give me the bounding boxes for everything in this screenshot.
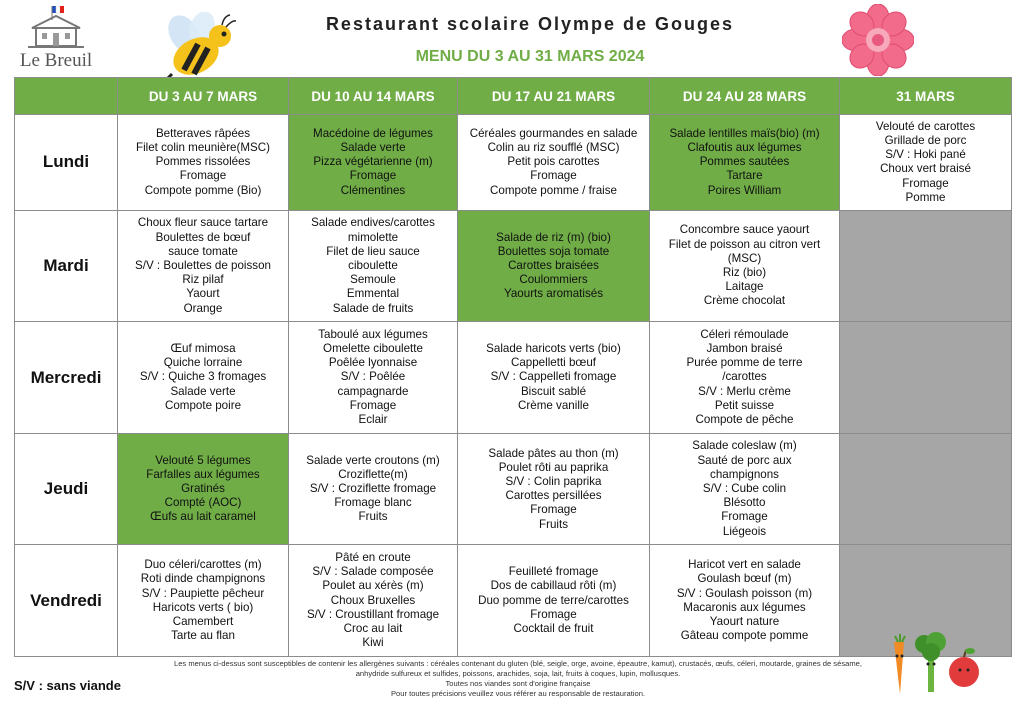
- corner-cell: [15, 78, 118, 115]
- menu-cell: [118, 545, 289, 657]
- menu-cell: [650, 433, 840, 545]
- menu-items: Salade haricots verts (bio) Cappelletti bœuf S/V : Cappelleti fromage Biscuit sablé Crème vanille: [486, 342, 621, 412]
- week-header: 31 MARS: [840, 78, 1012, 115]
- menu-cell: [840, 115, 1012, 211]
- menu-items: Salade endives/carottes mimolette Filet de lieu sauce ciboulette Semoule Emmental Salade de fruits: [311, 216, 435, 315]
- menu-cell: [458, 322, 650, 434]
- menu-items: Haricot vert en salade Goulash bœuf (m) S/V : Goulash poisson (m) Macaronis aux légumes Yaourt nature Gâteau compote pomme: [676, 558, 813, 643]
- menu-cell: [458, 210, 650, 322]
- menu-items: Salade verte croutons (m) Croziflette(m) S/V : Croziflette fromage Fromage blanc Fruits: [306, 453, 440, 524]
- legend-sans-viande: S/V : sans viande: [14, 678, 121, 693]
- menu-period: MENU DU 3 AU 31 MARS 2024: [415, 48, 645, 65]
- day-row: [15, 115, 1012, 211]
- day-row: [15, 210, 1012, 322]
- logo-text: Le Breuil: [19, 50, 93, 71]
- closed-cell: [840, 210, 1012, 322]
- day-row: [15, 433, 1012, 545]
- menu-items: Feuilleté fromage Dos de cabillaud rôti (m) Duo pomme de terre/carottes Fromage Cocktail de fruit: [478, 565, 629, 635]
- menu-body: [15, 115, 1012, 657]
- menu-items: Betteraves râpées Filet colin meunière(MSC) Pommes rissolées Fromage Compote pomme (Bio): [135, 126, 270, 197]
- menu-items: Céréales gourmandes en salade Colin au riz soufflé (MSC) Petit pois carottes Fromage Compote pomme / fraise: [469, 126, 638, 197]
- menu-items: Concombre sauce yaourt Filet de poisson au citron vert (MSC) Riz (bio) Laitage Crème chocolat: [668, 223, 821, 308]
- day-label: Jeudi: [15, 433, 118, 545]
- allergen-footnote: [158, 659, 878, 699]
- bee-icon: [162, 12, 238, 82]
- menu-items: Macédoine de légumes Salade verte Pizza végétarienne (m) Fromage Clémentines: [313, 126, 433, 197]
- closed-cell: [840, 433, 1012, 545]
- le-breuil-logo: [14, 6, 98, 72]
- menu-items: Salade coleslaw (m) Sauté de porc aux champignons S/V : Cube colin Blésotto Fromage Liégeois: [692, 439, 797, 538]
- menu-table: [14, 77, 1012, 657]
- menu-cell: [289, 545, 458, 657]
- menu-cell: [118, 322, 289, 434]
- menu-items: Œuf mimosa Quiche lorraine S/V : Quiche 3 fromages Salade verte Compote poire: [139, 342, 267, 412]
- town-hall-logo-icon: [14, 6, 98, 50]
- menu-cell: [458, 115, 650, 211]
- header-row: [15, 78, 1012, 115]
- menu-cell: [118, 210, 289, 322]
- menu-items: Velouté de carottes Grillade de porc S/V : Hoki pané Choux vert braisé Fromage Pomme: [875, 119, 976, 204]
- day-label: Vendredi: [15, 545, 118, 657]
- footnote-text: Les menus ci-dessus sont susceptibles de contenir les allergènes suivants : céréales contenant du gluten (blé, seigle, orge, avoine, épeautre, kamut), crustacés, œufs, céleri, moutarde, graines de sésame, anhydride sulfureux et sulfides, poissons, arachides, soja, lait, fruits à coques, lupin, mollusques. Toutes nos viandes sont d'origine française Pour toutes précisions veuillez vous référer au responsable de restauration.: [173, 659, 863, 698]
- week-header: DU 24 AU 28 MARS: [650, 78, 840, 115]
- menu-items: Choux fleur sauce tartare Boulettes de bœuf sauce tomate S/V : Boulettes de poisson Riz pilaf Yaourt Orange: [135, 216, 271, 315]
- menu-items: Velouté 5 légumes Farfalles aux légumes Gratinés Compté (AOC) Œufs au lait caramel: [146, 453, 260, 524]
- menu-items: Duo céleri/carottes (m) Roti dinde champignons S/V : Paupiette pêcheur Haricots verts ( bio) Camembert Tarte au flan: [140, 558, 266, 643]
- week-header: DU 3 AU 7 MARS: [118, 78, 289, 115]
- menu-cell: [458, 545, 650, 657]
- flower-icon: [842, 4, 914, 76]
- week-header: DU 17 AU 21 MARS: [458, 78, 650, 115]
- page-title: Restaurant scolaire Olympe de Gouges: [325, 14, 735, 34]
- menu-items: Céleri rémoulade Jambon braisé Purée pomme de terre /carottes S/V : Merlu crème Petit suisse Compote de pêche: [686, 327, 803, 427]
- menu-cell: [118, 433, 289, 545]
- week-header: DU 10 AU 14 MARS: [289, 78, 458, 115]
- vegetables-icon: [884, 628, 982, 696]
- menu-cell: [289, 210, 458, 322]
- menu-cell: [650, 210, 840, 322]
- menu-cell: [458, 433, 650, 545]
- day-label: Mercredi: [15, 322, 118, 434]
- menu-cell: [650, 115, 840, 211]
- menu-cell: [289, 115, 458, 211]
- menu-cell: [289, 322, 458, 434]
- menu-cell: [650, 322, 840, 434]
- menu-items: Salade lentilles maïs(bio) (m) Clafoutis aux légumes Pommes sautées Tartare Poires William: [669, 126, 820, 197]
- day-row: [15, 545, 1012, 657]
- closed-cell: [840, 322, 1012, 434]
- day-label: Lundi: [15, 115, 118, 211]
- day-row: [15, 322, 1012, 434]
- day-label: Mardi: [15, 210, 118, 322]
- menu-items: Pâté en croute S/V : Salade composée Poulet au xérès (m) Choux Bruxelles S/V : Croustillant fromage Croc au lait Kiwi: [306, 550, 440, 650]
- menu-items: Taboulé aux légumes Omelette ciboulette Poêlée lyonnaise S/V : Poêlée campagnarde Fromage Eclair: [318, 327, 428, 427]
- menu-items: Salade de riz (m) (bio) Boulettes soja tomate Carottes braisées Coulommiers Yaourts aromatisés: [496, 230, 611, 301]
- menu-cell: [118, 115, 289, 211]
- menu-items: Salade pâtes au thon (m) Poulet rôti au paprika S/V : Colin paprika Carottes persillées Fromage Fruits: [488, 446, 619, 531]
- menu-cell: [650, 545, 840, 657]
- menu-cell: [289, 433, 458, 545]
